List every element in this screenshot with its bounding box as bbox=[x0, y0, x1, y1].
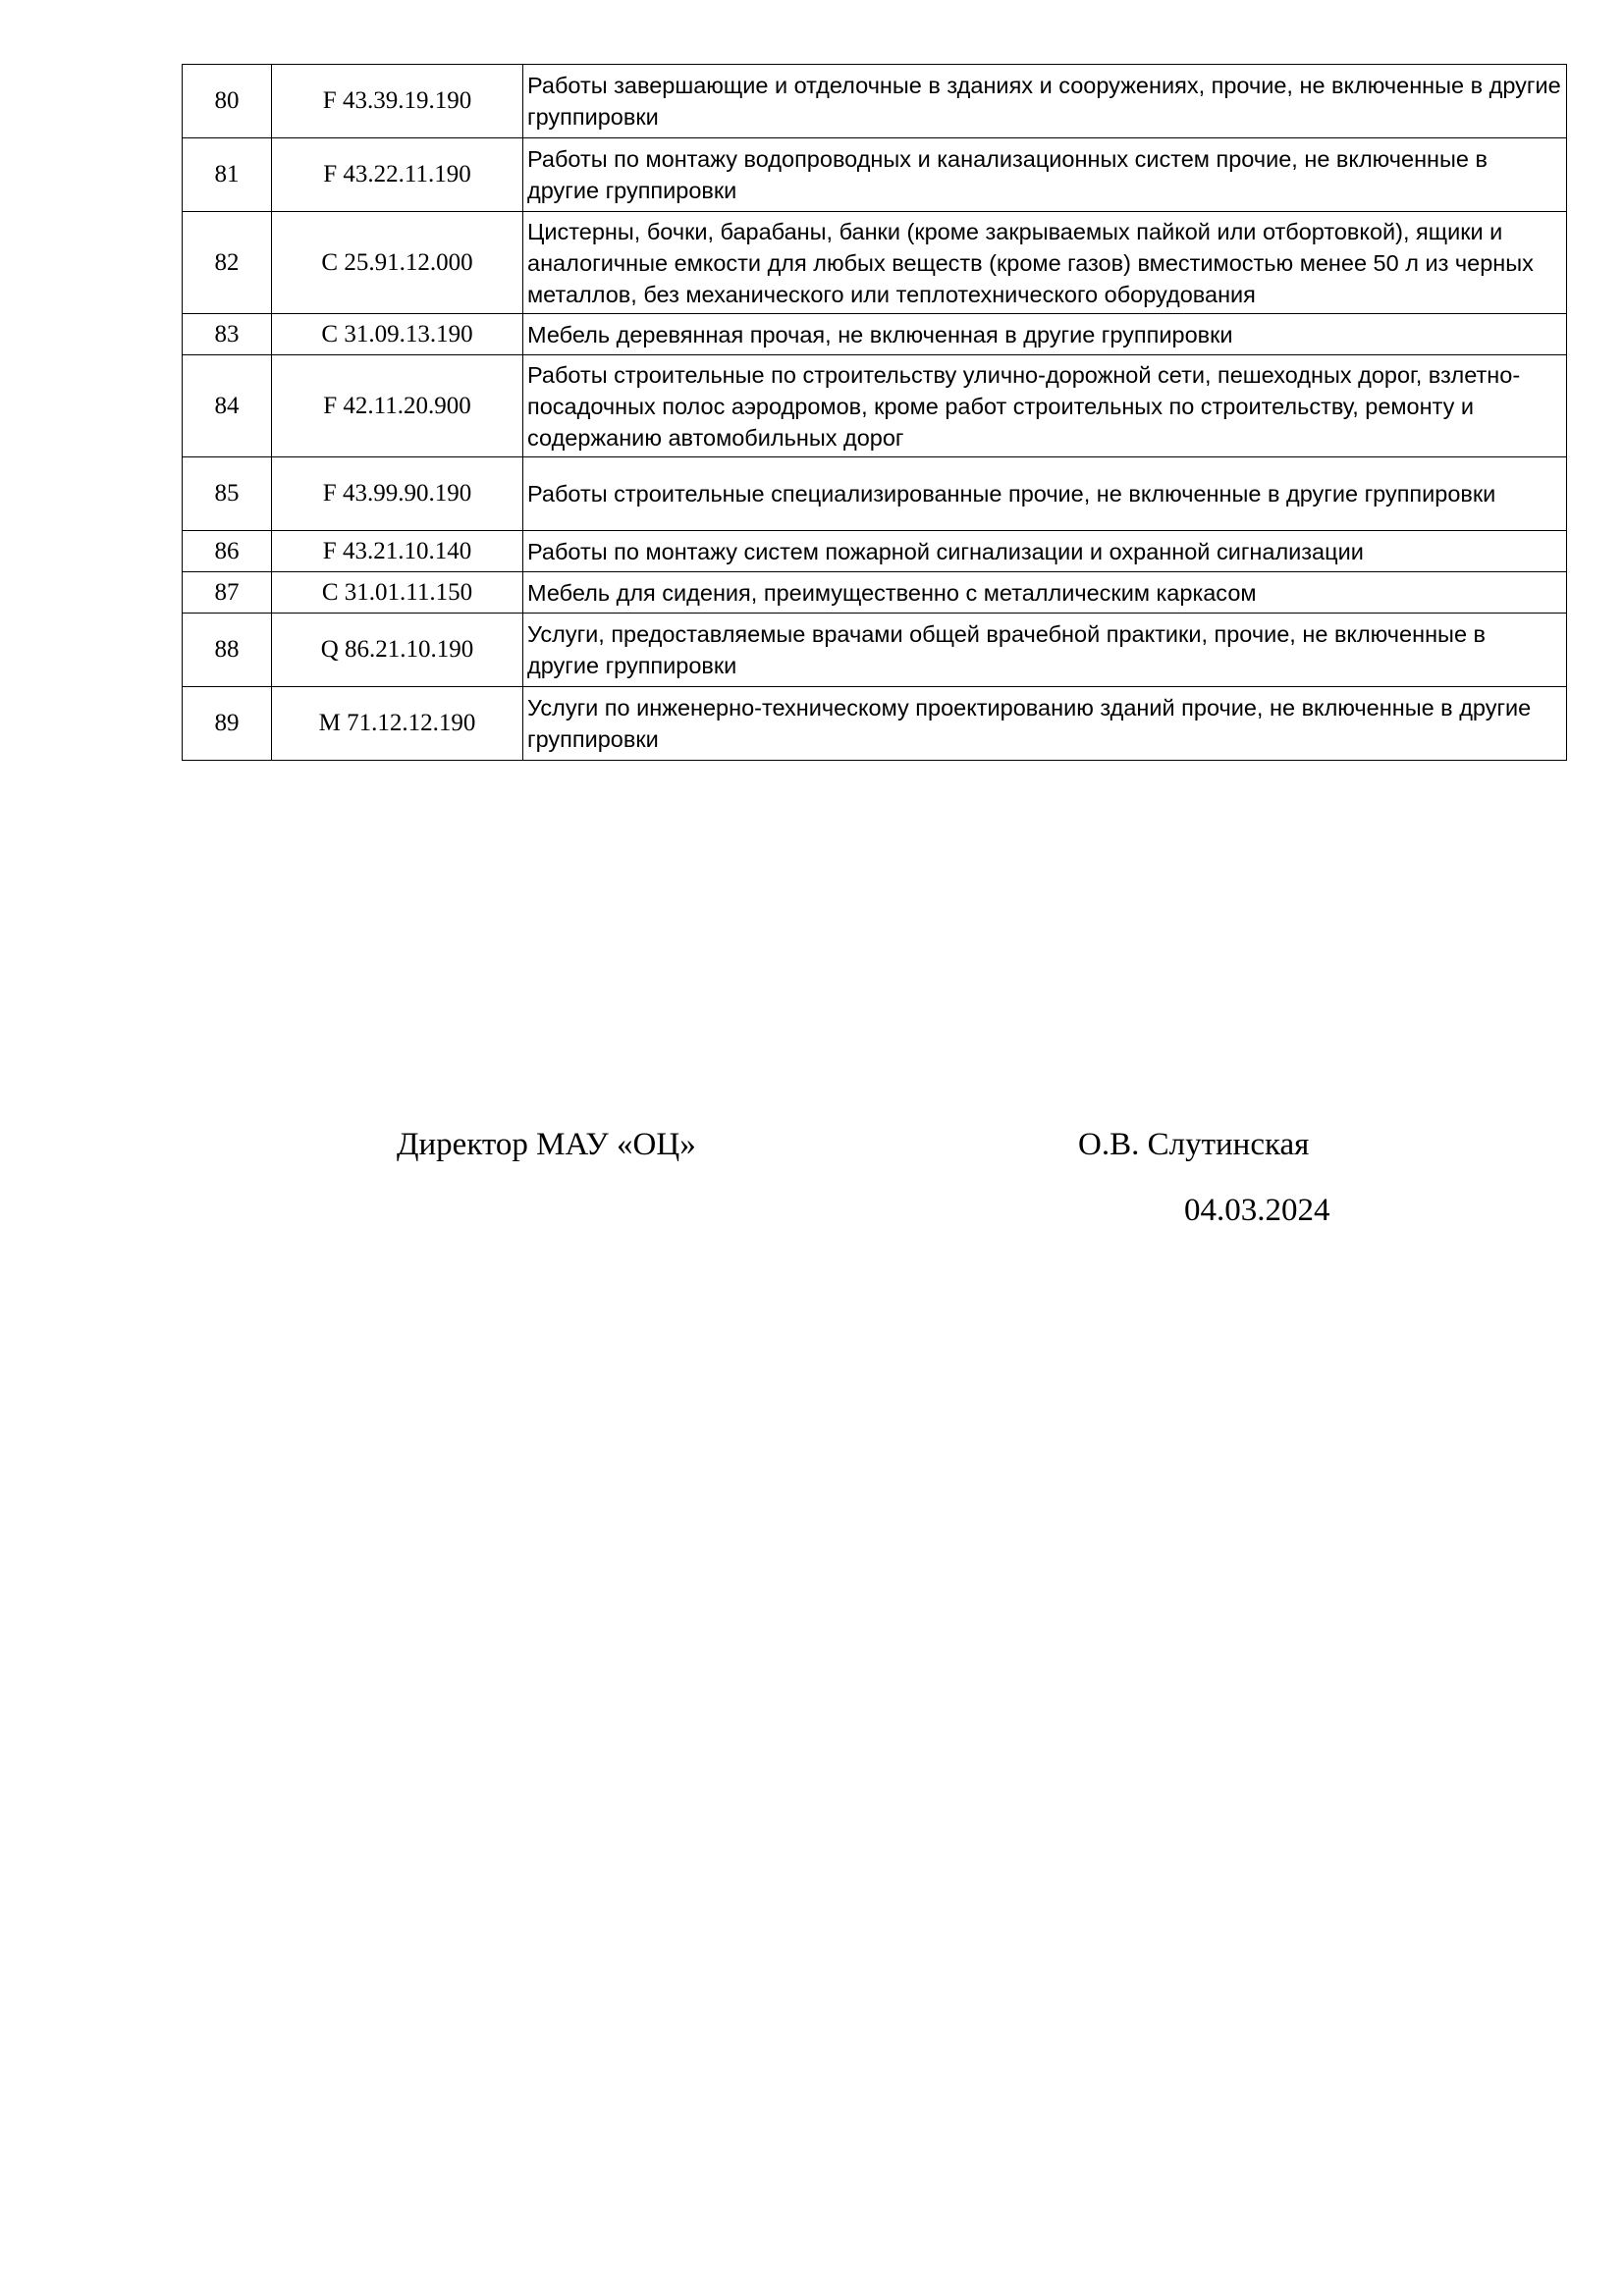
row-number: 82 bbox=[183, 212, 272, 314]
table-row bbox=[183, 457, 1567, 531]
row-number: 80 bbox=[183, 65, 272, 138]
row-number: 84 bbox=[183, 355, 272, 457]
table-row bbox=[183, 138, 1567, 212]
row-number: 89 bbox=[183, 687, 272, 761]
okpd-code: F 43.39.19.190 bbox=[272, 65, 523, 138]
row-number: 88 bbox=[183, 614, 272, 687]
table-row bbox=[183, 531, 1567, 572]
table-row bbox=[183, 65, 1567, 138]
table-row bbox=[183, 687, 1567, 761]
row-number: 86 bbox=[183, 531, 272, 572]
row-number: 83 bbox=[183, 314, 272, 355]
table-row bbox=[183, 314, 1567, 355]
okpd-code: Q 86.21.10.190 bbox=[272, 614, 523, 687]
item-description: Работы строительные специализированные прочие, не включенные в другие группировки bbox=[523, 457, 1567, 531]
okpd-code: C 31.01.11.150 bbox=[272, 572, 523, 614]
row-number: 81 bbox=[183, 138, 272, 212]
item-description: Работы по монтажу водопроводных и канализационных систем прочие, не включенные в другие группировки bbox=[523, 138, 1567, 212]
okpd-code: C 25.91.12.000 bbox=[272, 212, 523, 314]
okpd-code: M 71.12.12.190 bbox=[272, 687, 523, 761]
signature-date: 04.03.2024 bbox=[1184, 1193, 1330, 1228]
item-description: Мебель для сидения, преимущественно с металлическим каркасом bbox=[523, 572, 1567, 614]
row-number: 87 bbox=[183, 572, 272, 614]
item-description: Услуги по инженерно-техническому проектированию зданий прочие, не включенные в другие группировки bbox=[523, 687, 1567, 761]
table-row bbox=[183, 355, 1567, 457]
item-description: Услуги, предоставляемые врачами общей врачебной практики, прочие, не включенные в другие группировки bbox=[523, 614, 1567, 687]
okpd-code: F 43.22.11.190 bbox=[272, 138, 523, 212]
okpd-codes-table bbox=[182, 64, 1567, 761]
item-description: Цистерны, бочки, барабаны, банки (кроме закрываемых пайкой или отбортовкой), ящики и аналогичные емкости для любых веществ (кроме газов) вместимостью менее 50 л из черных металлов, без механического или теплотехнического оборудования bbox=[523, 212, 1567, 314]
item-description: Работы завершающие и отделочные в зданиях и сооружениях, прочие, не включенные в другие группировки bbox=[523, 65, 1567, 138]
okpd-code: C 31.09.13.190 bbox=[272, 314, 523, 355]
signatory-title: Директор МАУ «ОЦ» bbox=[397, 1127, 696, 1162]
signatory-name: О.В. Слутинская bbox=[1078, 1127, 1310, 1162]
table-row bbox=[183, 212, 1567, 314]
row-number: 85 bbox=[183, 457, 272, 531]
item-description: Работы по монтажу систем пожарной сигнализации и охранной сигнализации bbox=[523, 531, 1567, 572]
item-description: Мебель деревянная прочая, не включенная в другие группировки bbox=[523, 314, 1567, 355]
item-description: Работы строительные по строительству улично-дорожной сети, пешеходных дорог, взлетно-посадочных полос аэродромов, кроме работ строительных по строительству, ремонту и содержанию автомобильных дорог bbox=[523, 355, 1567, 457]
table-row bbox=[183, 572, 1567, 614]
okpd-code: F 43.21.10.140 bbox=[272, 531, 523, 572]
table-row bbox=[183, 614, 1567, 687]
okpd-code: F 42.11.20.900 bbox=[272, 355, 523, 457]
okpd-code: F 43.99.90.190 bbox=[272, 457, 523, 531]
